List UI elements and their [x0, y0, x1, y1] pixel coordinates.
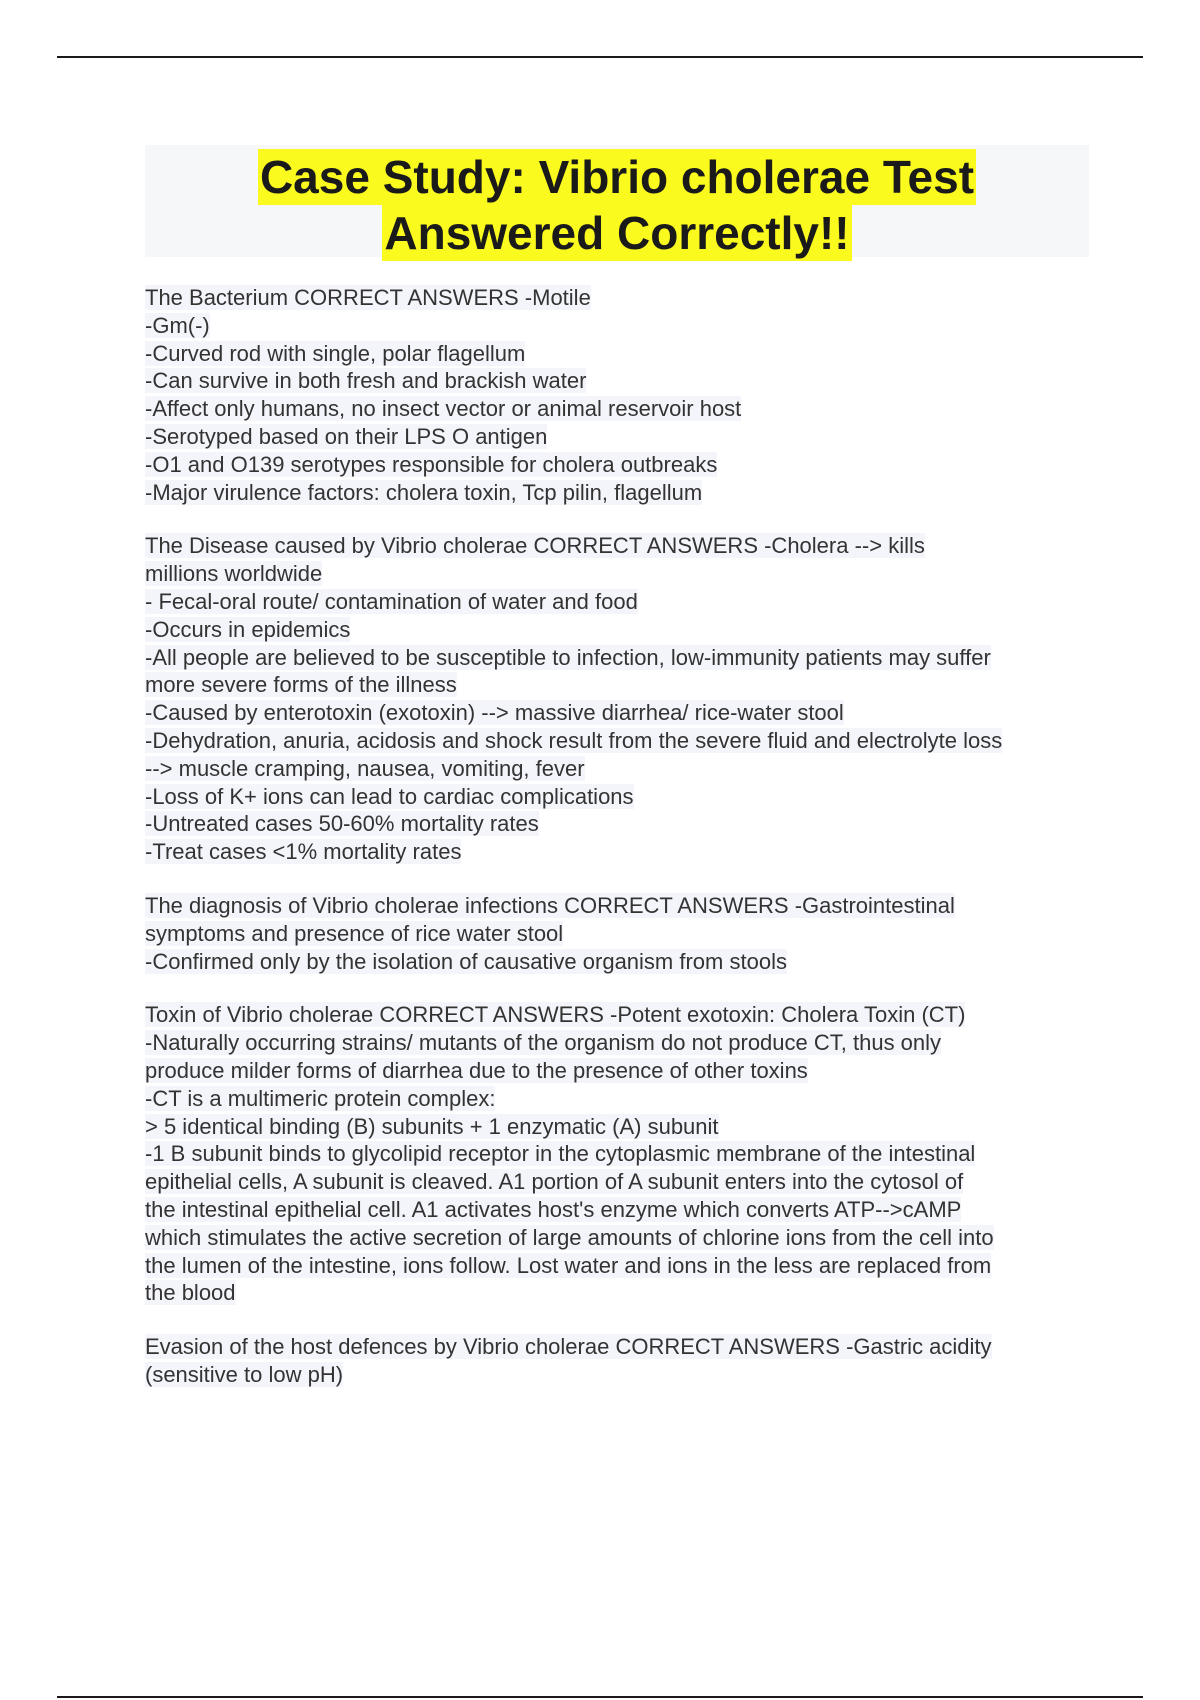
- text-line-content: The Disease caused by Vibrio cholerae CORRECT ANSWERS -Cholera --> kills: [145, 533, 925, 559]
- qa-section: [145, 1001, 1095, 1307]
- text-line: [145, 671, 1095, 699]
- text-line: [145, 920, 1095, 948]
- text-line-content: more severe forms of the illness: [145, 672, 457, 698]
- text-line: [145, 312, 1095, 340]
- text-line-content: Toxin of Vibrio cholerae CORRECT ANSWERS -Potent exotoxin: Cholera Toxin (CT): [145, 1002, 966, 1028]
- text-line: [145, 948, 1095, 976]
- document-body: [145, 284, 1095, 1415]
- text-line-content: The Bacterium CORRECT ANSWERS -Motile: [145, 285, 591, 310]
- text-line: [145, 532, 1095, 560]
- text-line: [145, 1196, 1095, 1224]
- text-line-content: -Loss of K+ ions can lead to cardiac complications: [145, 783, 634, 809]
- qa-section: [145, 284, 1095, 506]
- text-line: [145, 1279, 1095, 1307]
- text-line-content: > 5 identical binding (B) subunits + 1 enzymatic (A) subunit: [145, 1113, 719, 1139]
- text-line: [145, 1029, 1095, 1057]
- text-line-content: - Fecal-oral route/ contamination of water and food: [145, 588, 638, 614]
- text-line: [145, 783, 1095, 811]
- text-line: [145, 727, 1095, 755]
- text-line: [145, 367, 1095, 395]
- text-line: [145, 644, 1095, 672]
- text-line-content: produce milder forms of diarrhea due to the presence of other toxins: [145, 1057, 808, 1083]
- text-line: [145, 699, 1095, 727]
- text-line-content: -Dehydration, anuria, acidosis and shock result from the severe fluid and electrolyte loss: [145, 727, 1003, 753]
- text-line: [145, 1361, 1095, 1389]
- text-line: [145, 284, 1095, 312]
- text-line: [145, 423, 1095, 451]
- text-line-content: the lumen of the intestine, ions follow. Lost water and ions in the less are replaced from: [145, 1252, 992, 1278]
- text-line: [145, 340, 1095, 368]
- text-line: [145, 1252, 1095, 1280]
- title-box: [145, 145, 1089, 257]
- text-line-content: -Curved rod with single, polar flagellum: [145, 340, 526, 366]
- qa-section: [145, 892, 1095, 975]
- qa-section: [145, 1333, 1095, 1389]
- text-line-content: -Naturally occurring strains/ mutants of the organism do not produce CT, thus only: [145, 1030, 942, 1056]
- text-line-content: the blood: [145, 1280, 236, 1306]
- text-line-content: -O1 and O139 serotypes responsible for cholera outbreaks: [145, 451, 718, 477]
- text-line: [145, 810, 1095, 838]
- text-line: [145, 1113, 1095, 1141]
- text-line-content: The diagnosis of Vibrio cholerae infections CORRECT ANSWERS -Gastrointestinal: [145, 892, 955, 918]
- text-line: [145, 755, 1095, 783]
- text-line-content: millions worldwide: [145, 561, 323, 587]
- text-line-content: -Can survive in both fresh and brackish water: [145, 368, 587, 394]
- text-line-content: symptoms and presence of rice water stool: [145, 920, 564, 946]
- text-line-content: -1 B subunit binds to glycolipid receptor in the cytoplasmic membrane of the intestinal: [145, 1141, 976, 1167]
- text-line-content: -Serotyped based on their LPS O antigen: [145, 423, 548, 449]
- text-line-content: -Occurs in epidemics: [145, 616, 351, 642]
- text-line-content: -Affect only humans, no insect vector or animal reservoir host: [145, 396, 742, 422]
- text-line-content: -Treat cases <1% mortality rates: [145, 839, 462, 865]
- qa-section: [145, 532, 1095, 866]
- text-line: [145, 1168, 1095, 1196]
- text-line: [145, 395, 1095, 423]
- text-line: [145, 479, 1095, 507]
- bottom-rule: [57, 1696, 1143, 1698]
- title-line-1: Case Study: Vibrio cholerae Test: [259, 151, 975, 203]
- text-line-content: epithelial cells, A subunit is cleaved. A1 portion of A subunit enters into the cytosol of: [145, 1169, 964, 1195]
- text-line-content: the intestinal epithelial cell. A1 activates host's enzyme which converts ATP-->cAMP: [145, 1196, 962, 1222]
- text-line: [145, 1085, 1095, 1113]
- text-line-content: --> muscle cramping, nausea, vomiting, fever: [145, 755, 585, 781]
- title-line-2: Answered Correctly!!: [384, 207, 850, 259]
- text-line-content: which stimulates the active secretion of large amounts of chlorine ions from the cell into: [145, 1224, 994, 1250]
- text-line-content: Evasion of the host defences by Vibrio cholerae CORRECT ANSWERS -Gastric acidity: [145, 1334, 992, 1360]
- text-line: [145, 1333, 1095, 1361]
- text-line: [145, 588, 1095, 616]
- document-title: [145, 145, 1089, 261]
- text-line-content: -Untreated cases 50-60% mortality rates: [145, 811, 539, 837]
- text-line: [145, 838, 1095, 866]
- text-line: [145, 616, 1095, 644]
- text-line: [145, 1001, 1095, 1029]
- text-line-content: (sensitive to low pH): [145, 1361, 344, 1387]
- text-line-content: -All people are believed to be susceptible to infection, low-immunity patients may suffer: [145, 644, 991, 670]
- text-line-content: -Gm(-): [145, 312, 210, 338]
- text-line-content: -Major virulence factors: cholera toxin, Tcp pilin, flagellum: [145, 479, 703, 505]
- text-line-content: -Confirmed only by the isolation of causative organism from stools: [145, 948, 787, 974]
- text-line: [145, 560, 1095, 588]
- top-rule: [57, 56, 1143, 58]
- text-line-content: -Caused by enterotoxin (exotoxin) --> massive diarrhea/ rice-water stool: [145, 700, 844, 726]
- text-line: [145, 1057, 1095, 1085]
- text-line: [145, 1140, 1095, 1168]
- text-line: [145, 892, 1095, 920]
- text-line: [145, 1224, 1095, 1252]
- text-line: [145, 451, 1095, 479]
- text-line-content: -CT is a multimeric protein complex:: [145, 1085, 496, 1111]
